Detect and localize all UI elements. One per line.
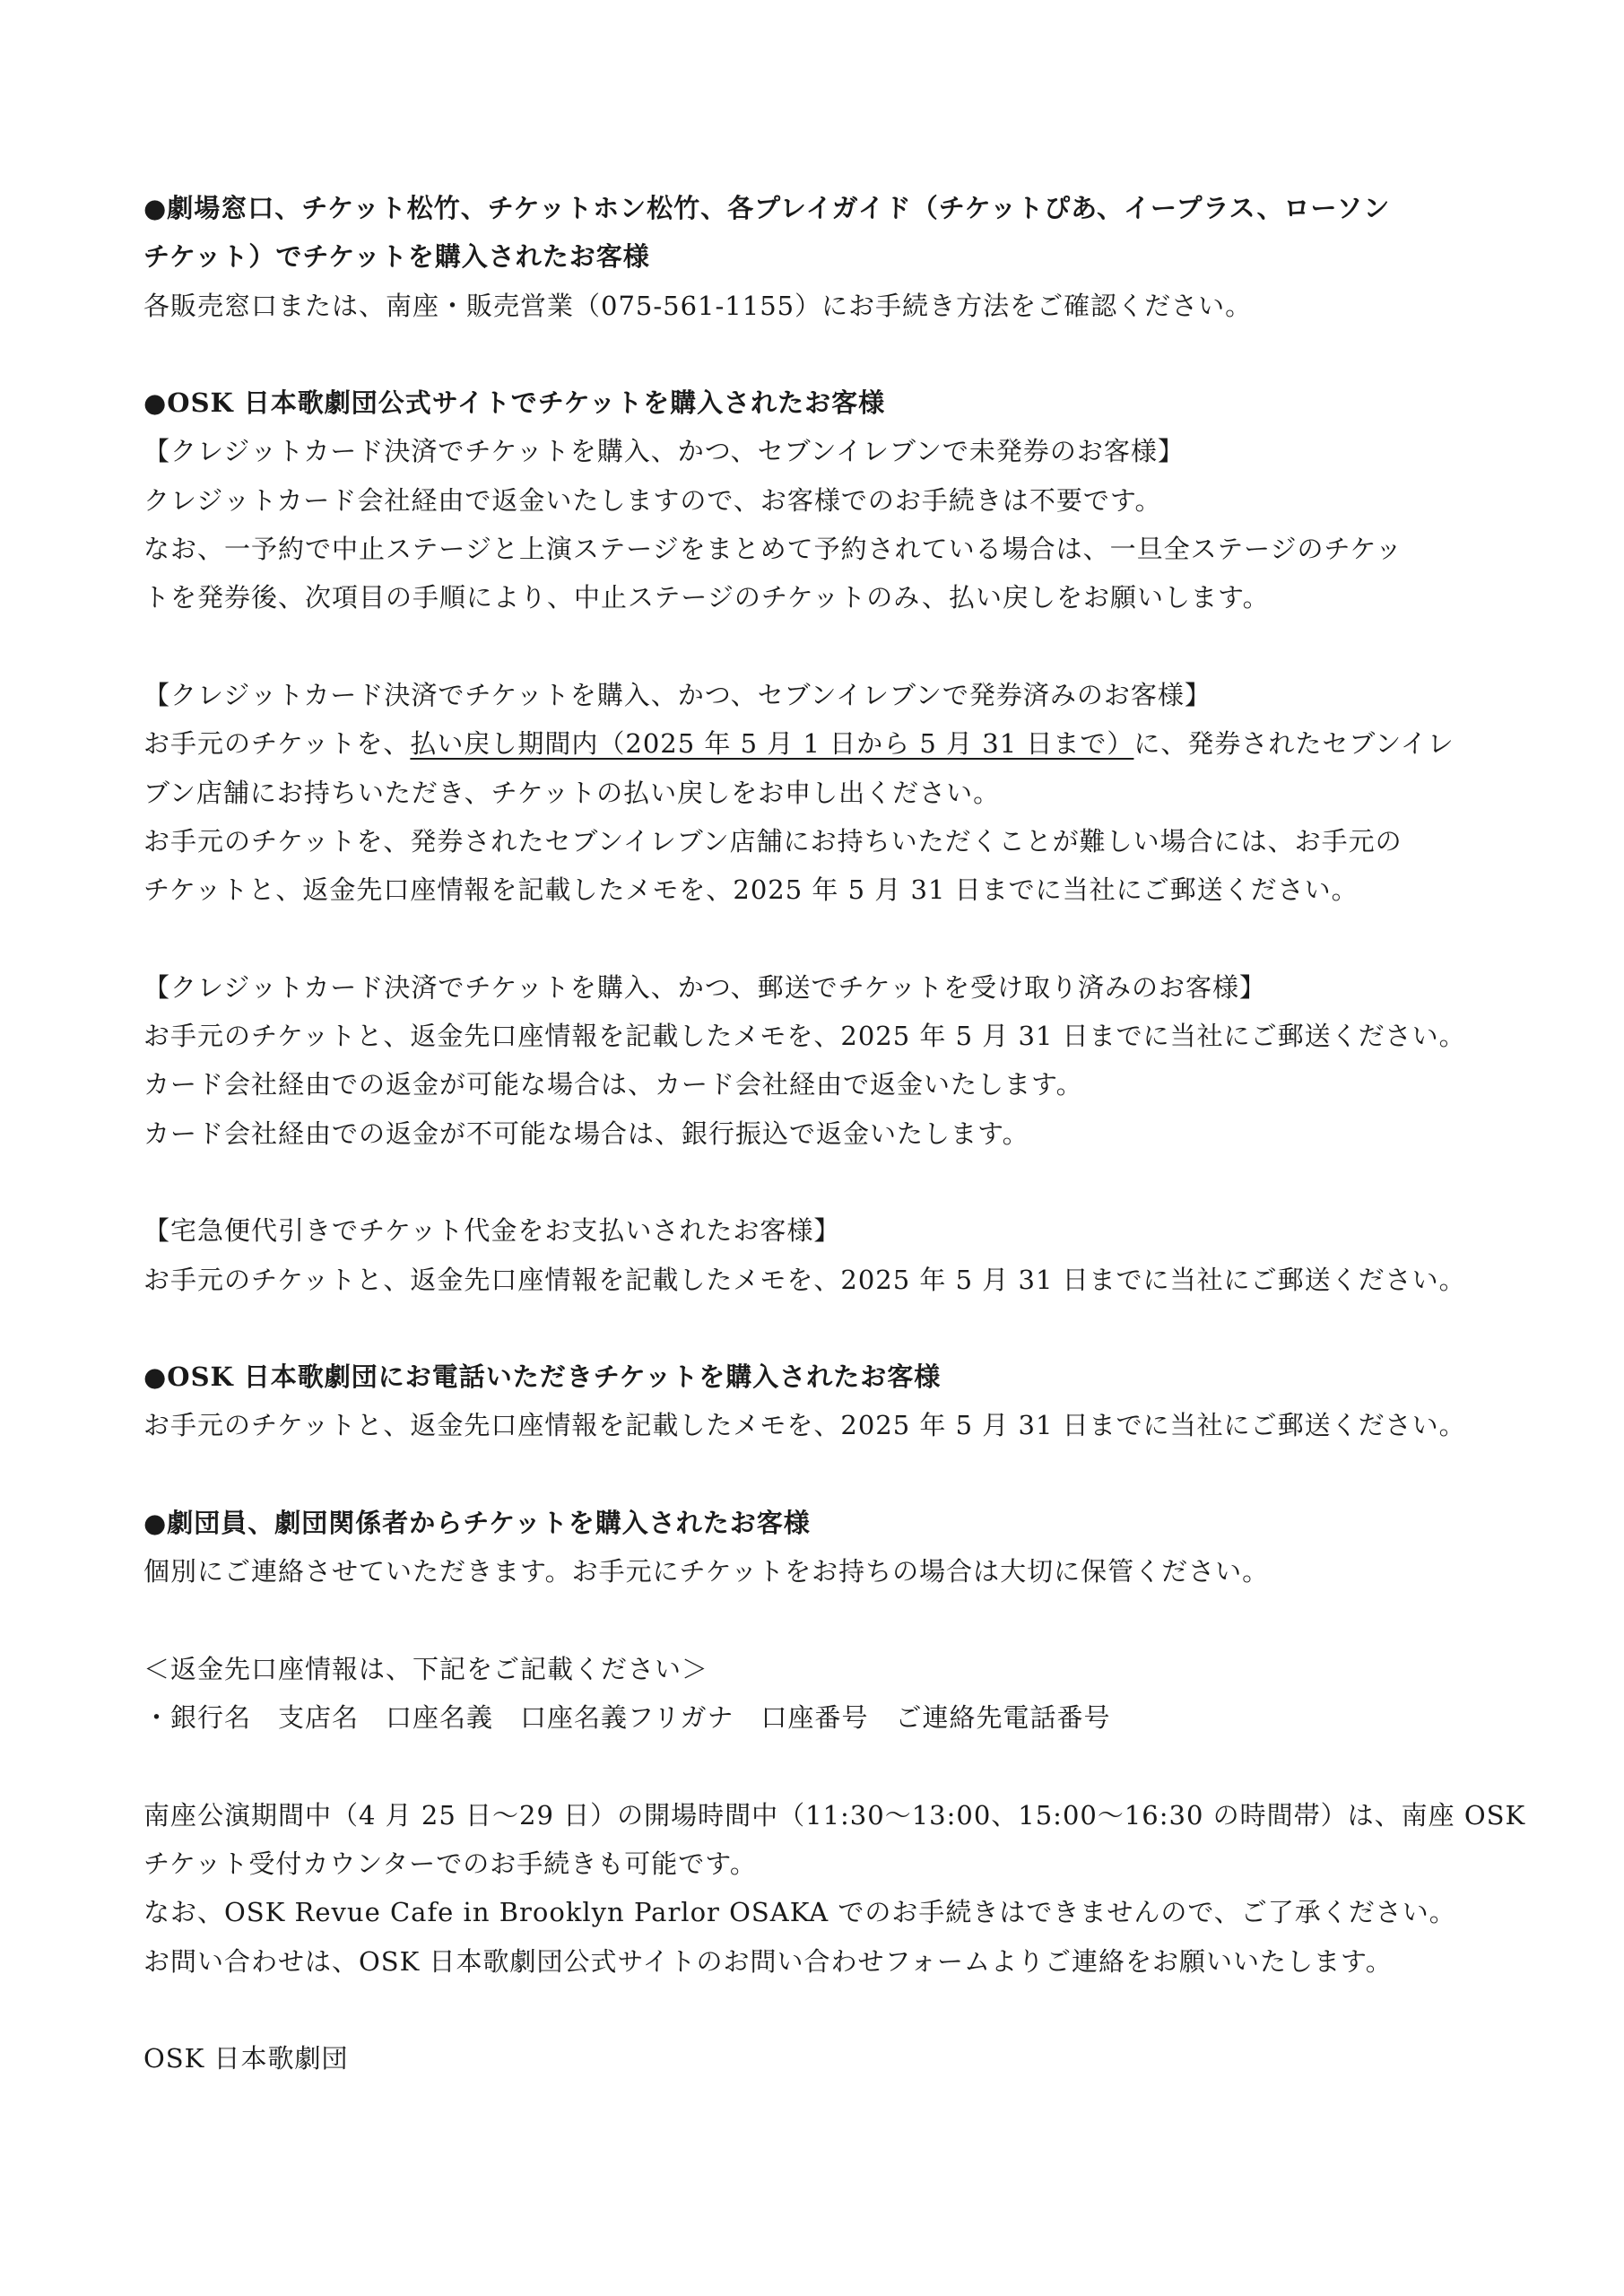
notice-document — [143, 184, 1526, 2083]
body-text: クレジットカード会社経由で返金いたしますので、お客様でのお手続きは不要です。 — [143, 484, 1162, 516]
section-account-info — [143, 1645, 1489, 1743]
body-text: 各販売窓口または、南座・販売営業（075-561-1155）にお手続き方法をご確認ください。 — [143, 290, 1253, 321]
spacer — [143, 1450, 1489, 1499]
body-text: お手元のチケットを、発券されたセブンイレブン店舗にお持ちいただくことが難しい場合には、お手元の — [143, 825, 1403, 857]
body-text: 個別にご連絡させていただきます。お手元にチケットをお持ちの場合は大切に保管ください。 — [143, 1556, 1270, 1587]
section-member-purchase — [143, 1499, 1489, 1596]
section-heading-continued: チケット）でチケットを購入されたお客様 — [143, 241, 650, 273]
body-text: ブン店舗にお持ちいただき、チケットの払い戻しをお申し出ください。 — [143, 777, 1001, 808]
body-text: なお、一予約で中止ステージと上演ステージをまとめて予約されている場合は、一旦全ステージのチケッ — [143, 534, 1403, 565]
section-heading: ●劇団員、劇団関係者からチケットを購入されたお客様 — [143, 1508, 811, 1539]
section-minamiza-counter — [143, 1791, 1526, 1986]
subsection-credit-issued — [143, 671, 1489, 914]
subsection-cash-on-delivery — [143, 1206, 1489, 1304]
subsection-title: 【クレジットカード決済でチケットを購入、かつ、郵送でチケットを受け取り済みのお客様】 — [143, 971, 1267, 1003]
body-text: お手元のチケットと、返金先口座情報を記載したメモを、2025 年 5 月 31 日までに当社にご郵送ください。 — [143, 1021, 1466, 1052]
spacer — [143, 1304, 1489, 1352]
body-text: トを発券後、次項目の手順により、中止ステージのチケットのみ、払い戻しをお願いします。 — [143, 582, 1270, 613]
body-text: お問い合わせは、OSK 日本歌劇団公式サイトのお問い合わせフォームよりご連絡をお願いいたします。 — [143, 1945, 1393, 1977]
account-fields-list: ・銀行名 支店名 口座名義 口座名義フリガナ 口座番号 ご連絡先電話番号 — [143, 1702, 1111, 1734]
subsection-title: 【クレジットカード決済でチケットを購入、かつ、セブンイレブンで未発券のお客様】 — [143, 436, 1185, 467]
body-text: チケットと、返金先口座情報を記載したメモを、2025 年 5 月 31 日までに当社にご郵送ください。 — [143, 874, 1359, 906]
body-text: お手元のチケットと、返金先口座情報を記載したメモを、2025 年 5 月 31 日までに当社にご郵送ください。 — [143, 1264, 1466, 1295]
refund-period-underlined: 払い戻し期間内（2025 年 5 月 1 日から 5 月 31 日まで） — [410, 728, 1134, 760]
text-fragment: お手元のチケットを、 — [143, 728, 411, 760]
subsection-credit-unissued — [143, 427, 1489, 622]
spacer — [143, 330, 1489, 378]
section-title: ＜返金先口座情報は、下記をご記載ください＞ — [143, 1653, 709, 1684]
spacer — [143, 1158, 1489, 1206]
body-text: お手元のチケットと、返金先口座情報を記載したメモを、2025 年 5 月 31 日までに当社にご郵送ください。 — [143, 1410, 1466, 1441]
text-fragment: に、発券されたセブンイレ — [1133, 728, 1455, 760]
spacer — [143, 1743, 1489, 1791]
spacer — [143, 1596, 1489, 1645]
section-counter-purchase — [143, 184, 1489, 330]
body-text: カード会社経由での返金が不可能な場合は、銀行振込で返金いたします。 — [143, 1118, 1029, 1149]
subsection-credit-mailed — [143, 963, 1489, 1158]
section-official-site-purchase — [143, 378, 1489, 1304]
body-text — [143, 719, 1489, 768]
body-text: なお、OSK Revue Cafe in Brooklyn Parlor OSAKA でのお手続きはできませんので、ご了承ください。 — [143, 1897, 1456, 1928]
section-heading: ●劇場窓口、チケット松竹、チケットホン松竹、各プレイガイド（チケットぴあ、イープラス、ローソン — [143, 193, 1391, 223]
subsection-title: 【宅急便代引きでチケット代金をお支払いされたお客様】 — [143, 1215, 841, 1247]
body-text: 南座公演期間中（4 月 25 日～29 日）の開場時間中（11:30～13:00、15:00～16:30 の時間帯）は、南座 OSK — [143, 1799, 1526, 1831]
body-text: カード会社経由での返金が可能な場合は、カード会社経由で返金いたします。 — [143, 1069, 1083, 1100]
body-text: チケット受付カウンターでのお手続きも可能です。 — [143, 1848, 757, 1880]
section-phone-purchase — [143, 1352, 1489, 1450]
spacer — [143, 622, 1489, 671]
section-heading: ●OSK 日本歌劇団公式サイトでチケットを購入されたお客様 — [143, 387, 886, 419]
subsection-title: 【クレジットカード決済でチケットを購入、かつ、セブンイレブンで発券済みのお客様】 — [143, 679, 1211, 710]
spacer — [143, 1986, 1489, 2034]
section-heading: ●OSK 日本歌劇団にお電話いただきチケットを購入されたお客様 — [143, 1361, 942, 1393]
spacer — [143, 914, 1489, 962]
signature: OSK 日本歌劇団 — [143, 2043, 349, 2074]
